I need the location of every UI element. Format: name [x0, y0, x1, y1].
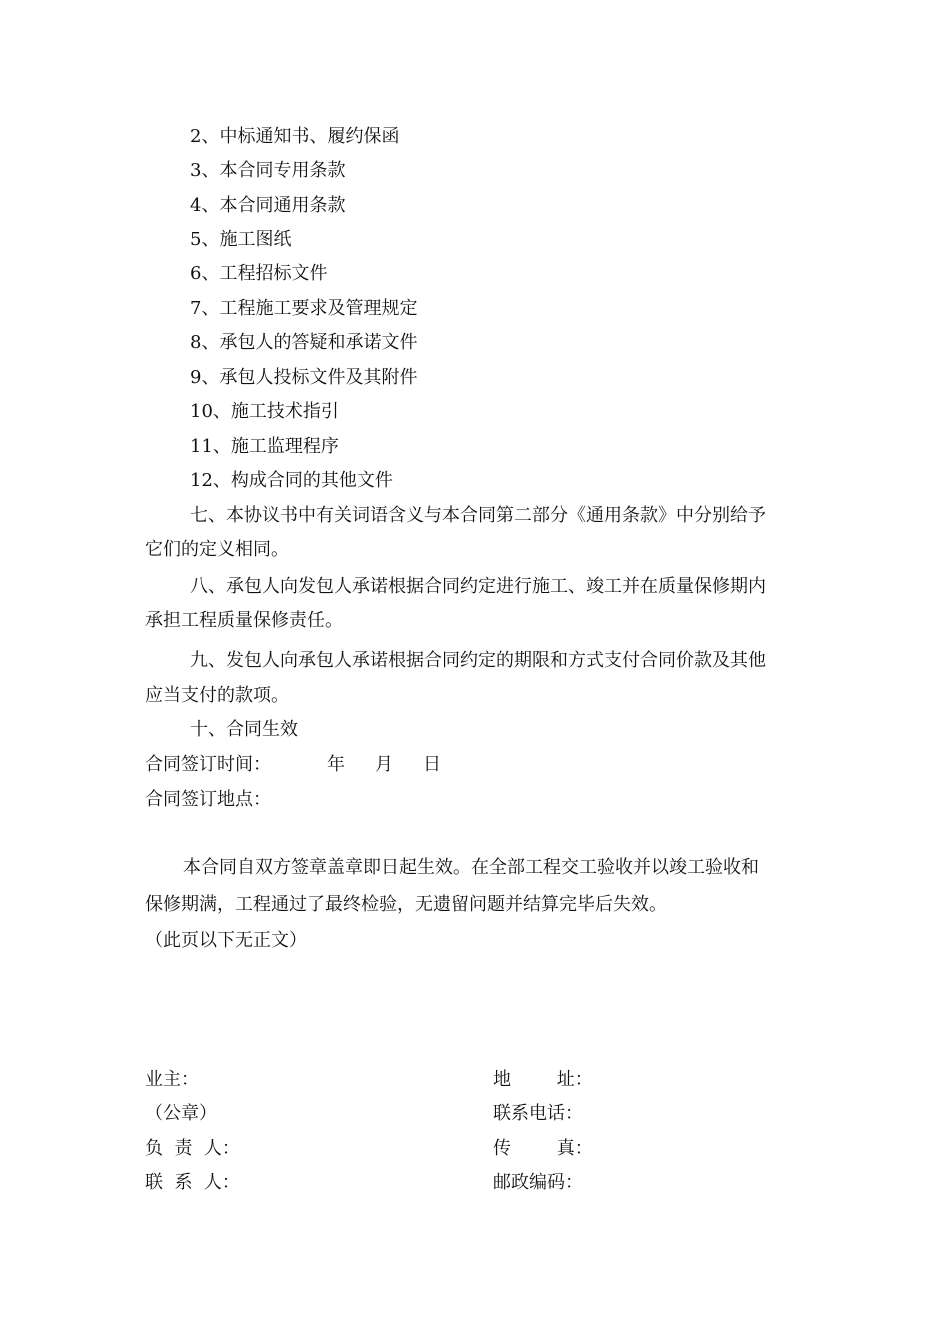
clause-7-line-2: 它们的定义相同。 [145, 539, 289, 560]
list-item: 10、施工技术指引 [190, 401, 339, 422]
list-item: 5、施工图纸 [190, 229, 292, 250]
list-item: 12、构成合同的其他文件 [190, 470, 393, 491]
month-label: 月 [375, 754, 393, 775]
list-item: 6、工程招标文件 [190, 263, 328, 284]
signing-place-label: 合同签订地点： [145, 789, 271, 810]
list-item: 3、本合同专用条款 [190, 160, 346, 181]
end-of-text-note: （此页以下无正文） [145, 930, 307, 951]
list-item: 9、承包人投标文件及其附件 [190, 367, 418, 388]
clause-9-line-2: 应当支付的款项。 [145, 685, 289, 706]
list-item: 11、施工监理程序 [190, 436, 339, 457]
official-seal-label: （公章） [145, 1103, 217, 1124]
list-item: 8、承包人的答疑和承诺文件 [190, 332, 418, 353]
list-item: 4、本合同通用条款 [190, 195, 346, 216]
person-in-charge-label: 负 责 人： [145, 1138, 240, 1159]
contact-person-label: 联 系 人： [145, 1172, 240, 1193]
owner-label: 业主： [145, 1069, 199, 1090]
list-item: 2、中标通知书、履约保函 [190, 126, 400, 147]
clause-7-line-1: 七、本协议书中有关词语含义与本合同第二部分《通用条款》中分别给予 [190, 505, 766, 526]
postal-code-label: 邮政编码： [493, 1172, 583, 1193]
clause-8-line-2: 承担工程质量保修责任。 [145, 610, 343, 631]
address-label: 地 址： [493, 1069, 593, 1090]
clause-9-line-1: 九、发包人向承包人承诺根据合同约定的期限和方式支付合同价款及其他 [190, 650, 766, 671]
year-label: 年 [327, 754, 345, 775]
clause-10-title: 十、合同生效 [190, 719, 298, 740]
list-item: 7、工程施工要求及管理规定 [190, 298, 418, 319]
effect-line-2: 保修期满，工程通过了最终检验，无遗留问题并结算完毕后失效。 [145, 894, 667, 915]
fax-label: 传 真： [493, 1138, 593, 1159]
effect-line-1: 本合同自双方签章盖章即日起生效。在全部工程交工验收并以竣工验收和 [183, 857, 759, 878]
day-label: 日 [423, 754, 441, 775]
clause-8-line-1: 八、承包人向发包人承诺根据合同约定进行施工、竣工并在质量保修期内 [190, 576, 766, 597]
phone-label: 联系电话： [493, 1103, 583, 1124]
signing-time-label: 合同签订时间： [145, 754, 271, 775]
